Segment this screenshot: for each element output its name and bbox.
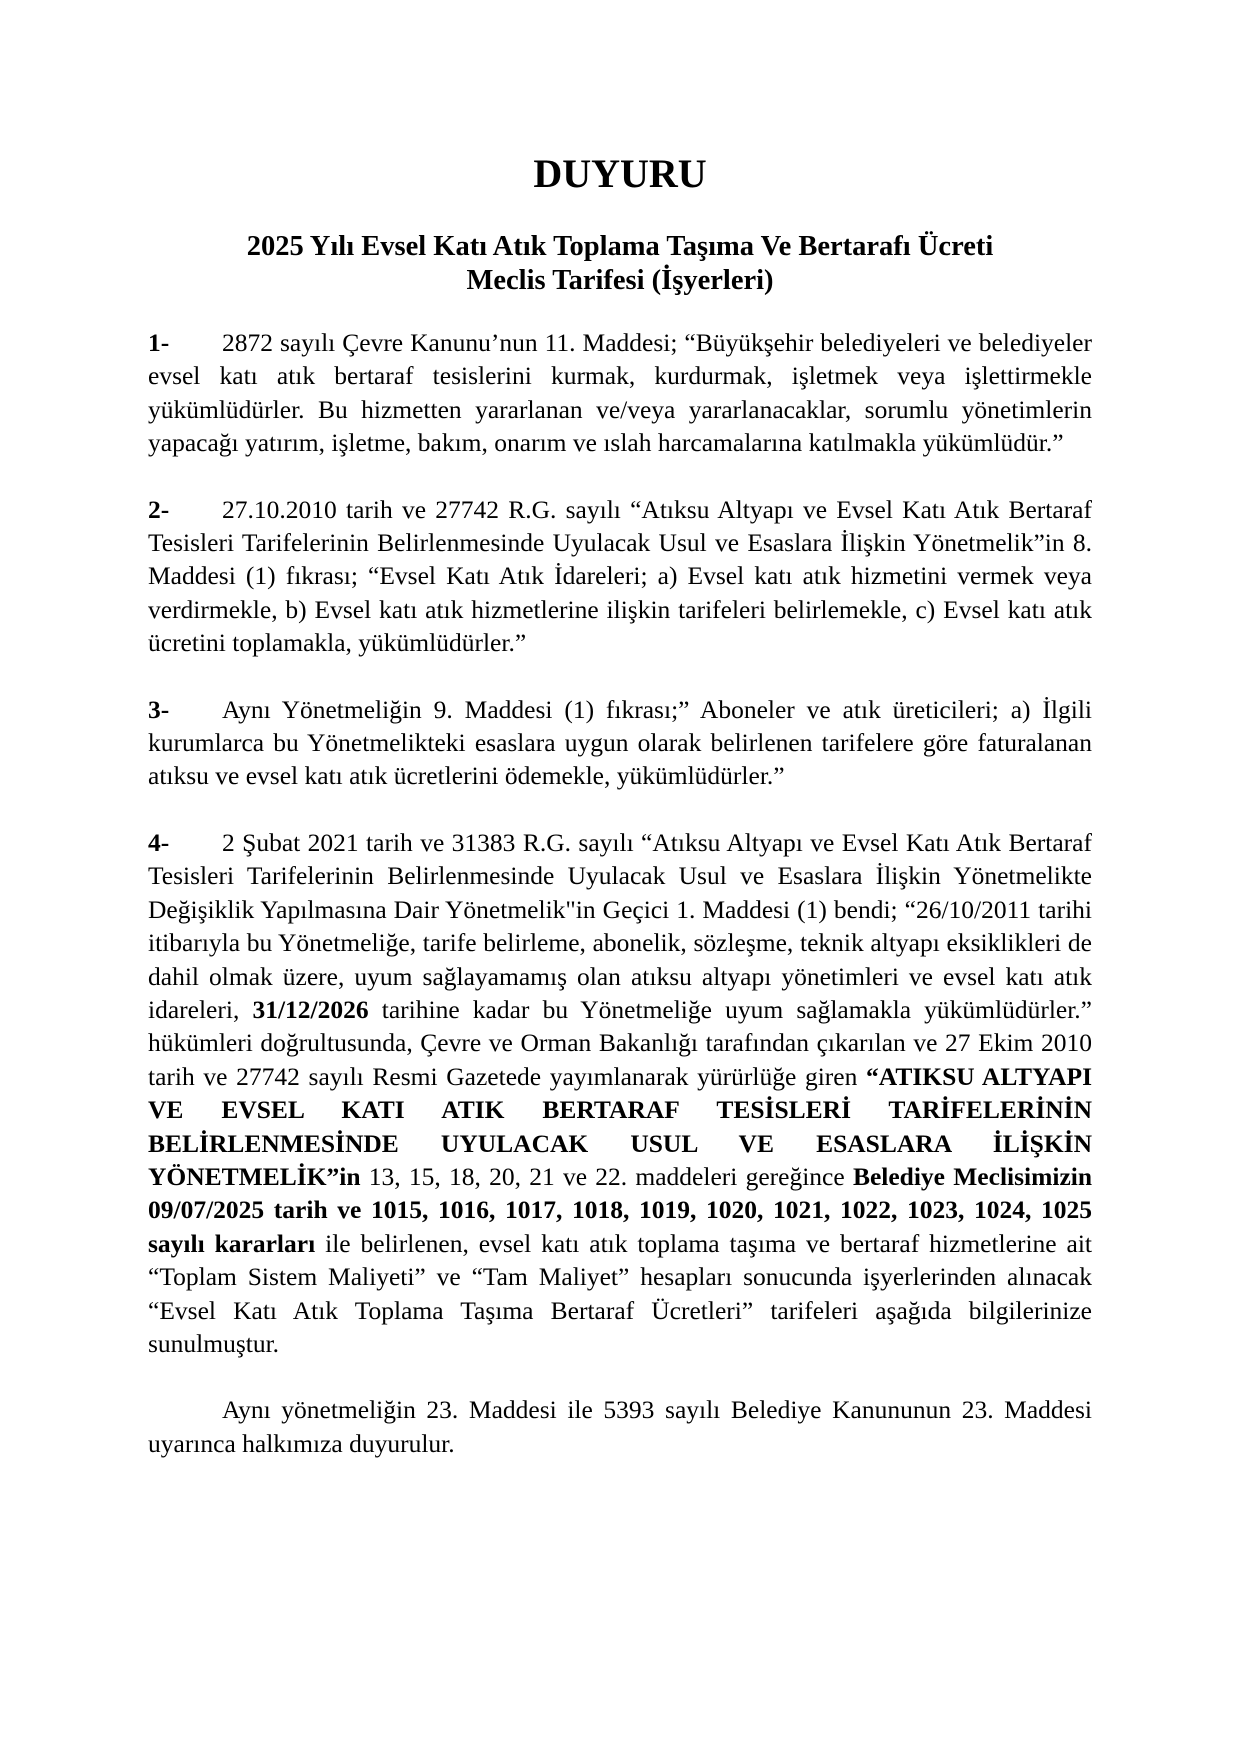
- paragraph-text: 13, 15, 18, 20, 21 ve 22. maddeleri gereğince: [368, 1161, 845, 1191]
- item-number: 2-: [148, 494, 170, 524]
- announcement-page: [148, 150, 1092, 1460]
- paragraph-text: ile belirlenen, evsel katı atık toplama taşıma ve bertaraf hizmetlerine ait “Toplam Sistem Maliyeti” ve “Tam Maliyet” hesapları sonucunda işyerlerinden alınacak “Evsel Katı Atık Toplama Taşıma Bertaraf Ücretleri” tarifeleri aşağıda bilgilerinize sunulmuştur.: [148, 1228, 1093, 1358]
- paragraph-4: [148, 826, 1092, 1361]
- item-number: 1-: [148, 328, 170, 357]
- paragraph-text: 27.10.2010 tarih ve 27742 R.G. sayılı “Atıksu Altyapı ve Evsel Katı Atık Bertaraf Tesisleri Tarifelerinin Belirlenmesinde Uyulacak Usul ve Esaslara İlişkin Yönetmelik”in 8. Maddesi (1) fıkrası; “Evsel Katı Atık İdareleri; a) Evsel katı atık hizmetini vermek veya verdirmekle, b) Evsel katı atık hizmetlerine ilişkin tarifeleri belirlemekle, c) Evsel katı atık ücretini toplamakla, yükümlüdürler.”: [148, 494, 1092, 658]
- item-number: 3-: [148, 694, 170, 724]
- paragraph-text: Aynı Yönetmeliğin 9. Maddesi (1) fıkrası;” Aboneler ve atık üreticileri; a) İlgili kurumlarca bu Yönetmelikteki esaslara uygun olarak belirlenen tarifelere göre faturalanan atıksu ve evsel katı atık ücretlerini ödemekle, yükümlüdürler.”: [148, 694, 1092, 791]
- closing-text: Aynı yönetmeliğin 23. Maddesi ile 5393 sayılı Belediye Kanununun 23. Maddesi uyarınca halkımıza duyurulur.: [148, 1395, 1092, 1458]
- paragraph-text: 2872 sayılı Çevre Kanunu’nun 11. Maddesi; “Büyükşehir belediyeleri ve belediyeler evsel katı atık bertaraf tesislerini kurmak, kurdurmak, işletmek veya işlettirmekle yükümlüdürler. Bu hizmetten yararlanan ve/veya yararlanacaklar, sorumlu yönetimlerin yapacağı yatırım, işletme, bakım, onarım ve ıslah harcamalarına katılmakla yükümlüdür.”: [148, 328, 1092, 458]
- paragraph-3: [148, 693, 1092, 793]
- subtitle-line-1: 2025 Yılı Evsel Katı Atık Toplama Taşıma Ve Bertarafı Ücreti: [246, 231, 994, 262]
- paragraph-text: tarihine kadar bu Yönetmeliğe uyum sağlamakla yükümlüdürler.” hükümleri doğrultusunda, Çevre ve Orman Bakanlığı tarafından çıkarılan ve 27 Ekim 2010 tarih ve 27742 sayılı Resmi Gazetede yayımlanarak yürürlüğe giren: [148, 994, 1093, 1091]
- item-number: 4-: [148, 827, 170, 857]
- deadline-date: 31/12/2026: [252, 994, 369, 1024]
- paragraph-2: [148, 493, 1092, 660]
- paragraph-1: [148, 326, 1092, 460]
- council-decision: Belediye Meclisimizin 09/07/2025 tarih ve 1015, 1016, 1017, 1018, 1019, 1020, 1021, 1022, 1023, 1024, 1025 sayılı kararları: [148, 1161, 1093, 1258]
- page-subtitle: [148, 230, 1092, 298]
- subtitle-line-2: Meclis Tarifesi (İşyerleri): [466, 265, 774, 296]
- closing-paragraph: [148, 1393, 1092, 1460]
- page-title: DUYURU: [533, 151, 707, 196]
- regulation-title: “ATIKSU ALTYAPI VE EVSEL KATI ATIK BERTARAF TESİSLERİ TARİFELERİNİN BELİRLENMESİNDE UYULACAK USUL VE ESASLARA İLİŞKİN YÖNETMELİK”in: [148, 1061, 1093, 1191]
- paragraph-text: 2 Şubat 2021 tarih ve 31383 R.G. sayılı “Atıksu Altyapı ve Evsel Katı Atık Bertaraf Tesisleri Tarifelerinin Belirlenmesinde Uyulacak Usul ve Esaslara İlişkin Yönetmelikte Değişiklik Yapılmasına Dair Yönetmelik"in Geçici 1. Maddesi (1) bendi; “26/10/2011 tarihi itibarıyla bu Yönetmeliğe, tarife belirleme, abonelik, sözleşme, teknik altyapı eksiklikleri de dahil olmak üzere, uyum sağlayamamış olan atıksu altyapı yönetimleri ve evsel katı atık idareleri,: [148, 827, 1092, 1024]
